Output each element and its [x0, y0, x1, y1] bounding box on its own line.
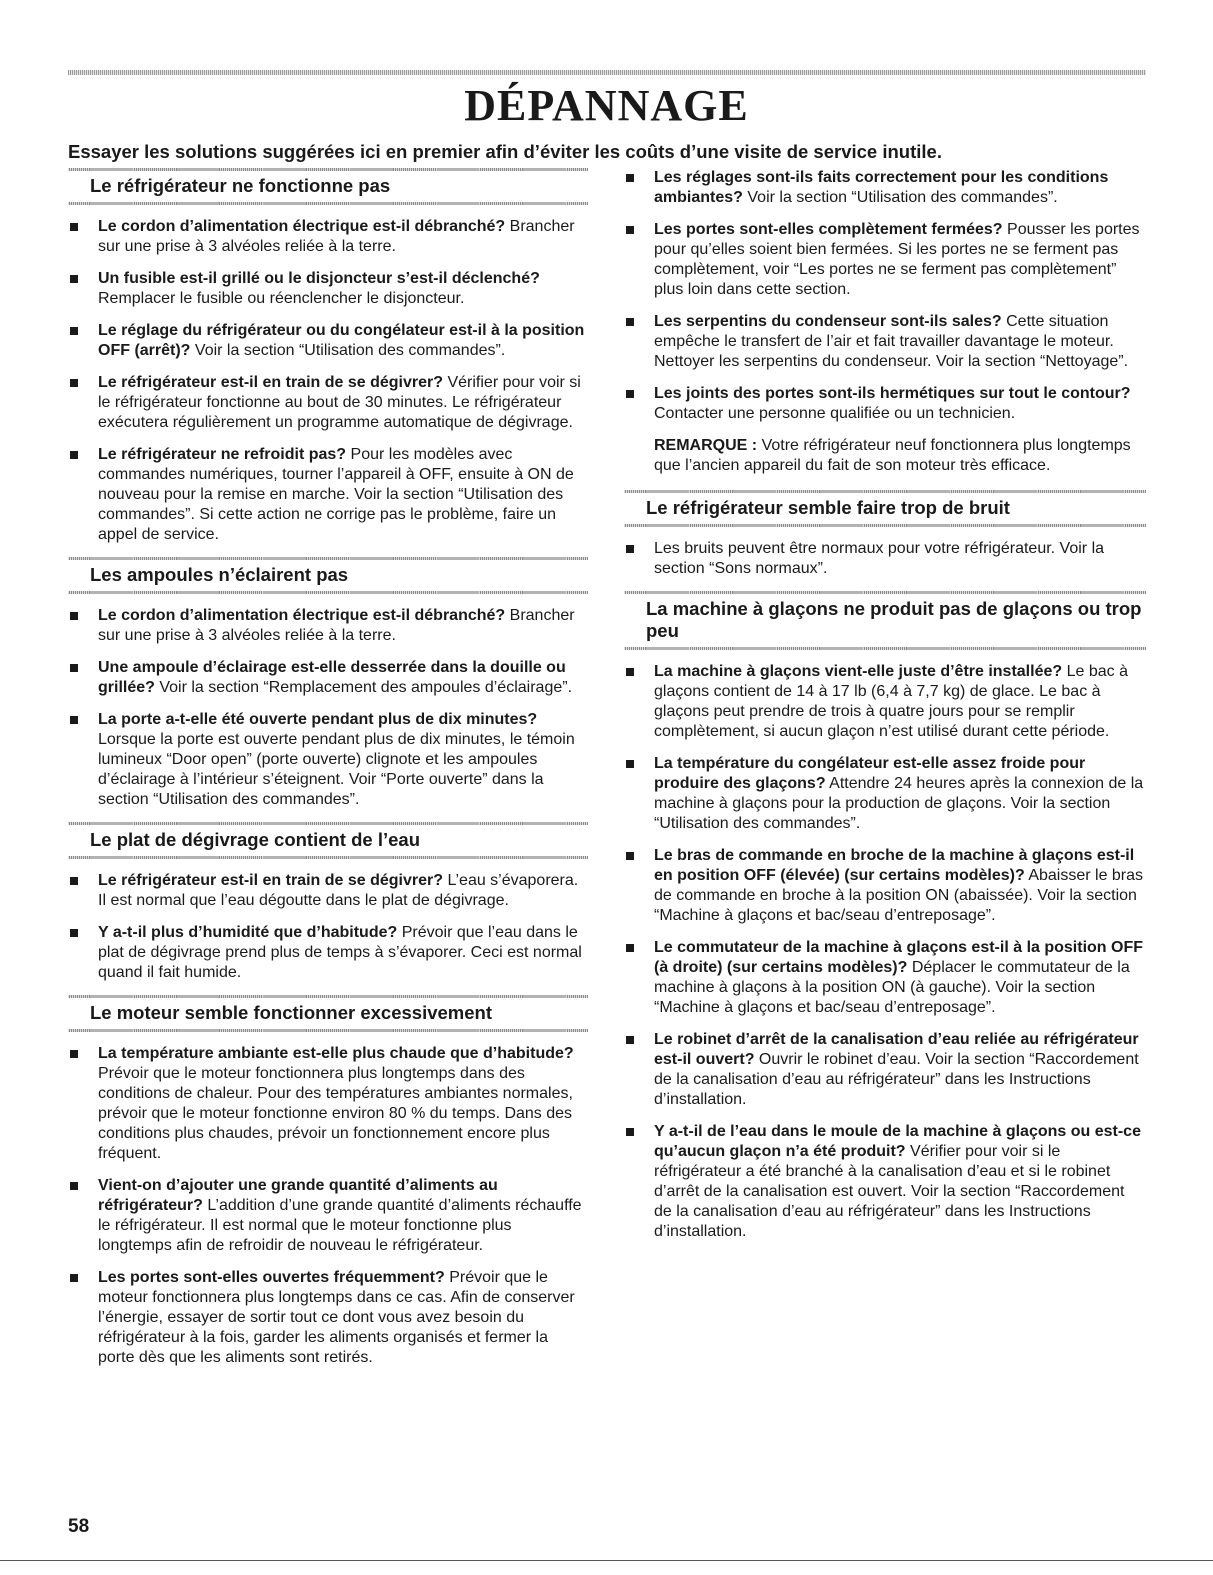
bullet-icon — [70, 379, 78, 387]
question-text: Y a-t-il de l’eau dans le moule de la machine à glaçons ou est-ce qu’aucun glaçon n’a été produit? — [654, 1123, 1141, 1160]
answer-text: Déplacer le commutateur de la machine à glaçons à la position ON (à gauche). Voir la section “Machine à glaçons et bac/seau d’entreposage”. — [654, 959, 1130, 1016]
bullet-icon — [626, 545, 634, 553]
bullet-icon — [70, 1050, 78, 1058]
list-item — [624, 220, 1146, 300]
list-item — [624, 1030, 1146, 1110]
left-column — [68, 168, 588, 1380]
page-title: DÉPANNAGE — [464, 81, 749, 130]
bullet-icon — [626, 852, 634, 860]
answer-text: Cette situation empêche le transfert de l’air et fait travailler davantage le moteur. Nettoyer les serpentins du condenseur. Voir la section “Nettoyage”. — [654, 313, 1129, 370]
bullet-icon — [70, 612, 78, 620]
note — [624, 436, 1146, 476]
list-item — [68, 269, 588, 309]
question-text: Le réfrigérateur est-il en train de se dégivrer? — [98, 374, 444, 391]
answer-text: Les bruits peuvent être normaux pour votre réfrigérateur. Voir la section “Sons normaux”. — [654, 540, 1105, 577]
list-item — [624, 1122, 1146, 1242]
bullet-icon — [70, 451, 78, 459]
list-item — [68, 217, 588, 257]
bullet-icon — [70, 223, 78, 231]
bullet-icon — [70, 1182, 78, 1190]
answer-text: Voir la section “Utilisation des commandes”. — [194, 342, 506, 359]
bullet-icon — [626, 318, 634, 326]
bullet-icon — [70, 877, 78, 885]
right-column — [624, 168, 1146, 1254]
section-header — [624, 591, 1146, 650]
answer-text: Vérifier pour voir si le réfrigérateur a été branché à la canalisation d’eau et si le robinet d’arrêt de la canalisation est ouvert. Voir la section “Raccordement de la canalisation d’eau au réfrigérateur” dans les Instructions d’installation. — [654, 1143, 1125, 1240]
question-text: Le réglage du réfrigérateur ou du congélateur est-il à la position OFF (arrêt)? — [98, 322, 585, 359]
list-item — [68, 871, 588, 911]
answer-text: Prévoir que l’eau dans le plat de dégivrage prend plus de temps à s’évaporer. Ceci est normal quand il fait humide. — [98, 924, 582, 981]
question-text: Le réfrigérateur est-il en train de se dégivrer? — [98, 872, 444, 889]
bullet-icon — [626, 668, 634, 676]
answer-text: Pour les modèles avec commandes numériques, tourner l’appareil à OFF, ensuite à ON de nouveau pour la remise en marche. Voir la section “Utilisation des commandes”. Si cette action ne corrige pas le problème, faire un appel de service. — [98, 446, 574, 543]
troubleshoot-section — [68, 822, 588, 983]
section-heading: Le réfrigérateur semble faire trop de bruit — [646, 497, 1010, 518]
answer-text: L’addition d’une grande quantité d’aliments réchauffe le réfrigérateur. Il est normal que le moteur fonctionne plus longtemps afin de refroidir de nouveau le réfrigérateur. — [98, 1197, 582, 1254]
item-list — [68, 606, 588, 810]
answer-text: Voir la section “Remplacement des ampoules d’éclairage”. — [159, 679, 573, 696]
bullet-icon — [70, 327, 78, 335]
question-text: Y a-t-il plus d’humidité que d’habitude? — [98, 924, 398, 941]
list-item — [624, 539, 1146, 579]
answer-text: Abaisser le bras de commande en broche à la position ON (abaissée). Voir la section “Machine à glaçons et bac/seau d’entreposage”. — [654, 867, 1144, 924]
item-list — [624, 168, 1146, 424]
answer-text: Attendre 24 heures après la connexion de la machine à glaçons pour la production de glaçons. Voir la section “Utilisation des commandes”. — [654, 775, 1144, 832]
bullet-icon — [70, 275, 78, 283]
list-item — [68, 658, 588, 698]
item-list — [68, 1044, 588, 1368]
bullet-icon — [70, 1274, 78, 1282]
answer-text: Prévoir que le moteur fonctionnera plus longtemps dans des conditions de chaleur. Pour des températures ambiantes normales, prévoir que le moteur fonctionne environ 80 % du temps. Dans des conditions plus chaudes, prévoir un fonctionnement encore plus fréquent. — [98, 1065, 573, 1162]
question-text: Le robinet d’arrêt de la canalisation d’eau reliée au réfrigérateur est-il ouvert? — [654, 1031, 1139, 1068]
list-item — [624, 754, 1146, 834]
note-label: REMARQUE : — [654, 437, 758, 454]
bullet-icon — [626, 174, 634, 182]
list-item — [624, 846, 1146, 926]
top-rule — [68, 70, 1146, 75]
section-header — [68, 822, 588, 859]
list-item — [68, 923, 588, 983]
list-item — [68, 373, 588, 433]
troubleshoot-section — [624, 490, 1146, 579]
section-heading: Le plat de dégivrage contient de l’eau — [90, 829, 420, 850]
intro-text: Essayer les solutions suggérées ici en premier afin d’éviter les coûts d’une visite de service inutile. — [68, 141, 942, 162]
question-text: La température ambiante est-elle plus chaude que d’habitude? — [98, 1045, 574, 1062]
answer-text: Le bac à glaçons contient de 14 à 17 lb (6,4 à 7,7 kg) de glace. Le bac à glaçons peut prendre de trois à quatre jours pour se remplir complètement, si aucun glaçon n’est utilisé durant cette période. — [654, 663, 1128, 740]
list-item — [624, 384, 1146, 424]
troubleshoot-section — [68, 995, 588, 1368]
question-text: Un fusible est-il grillé ou le disjoncteur s’est-il déclenché? — [98, 270, 540, 287]
answer-text: Vérifier pour voir si le réfrigérateur fonctionne au bout de 30 minutes. Le réfrigérateur exécutera régulièrement un programme automatique de dégivrage. — [98, 374, 581, 431]
question-text: La température du congélateur est-elle assez froide pour produire des glaçons? — [654, 755, 1086, 792]
bullet-icon — [626, 760, 634, 768]
question-text: Le cordon d’alimentation électrique est-il débranché? — [98, 607, 506, 624]
bullet-icon — [626, 390, 634, 398]
bullet-icon — [70, 929, 78, 937]
section-header — [68, 168, 588, 205]
answer-text: Remplacer le fusible ou réenclencher le disjoncteur. — [98, 290, 465, 307]
list-item — [68, 321, 588, 361]
list-item — [68, 710, 588, 810]
question-text: La porte a-t-elle été ouverte pendant plus de dix minutes? — [98, 711, 538, 728]
answer-text: Pousser les portes pour qu’elles soient bien fermées. Si les portes ne se ferment pas complètement, voir “Les portes ne se ferment pas complètement” plus loin dans cette section. — [654, 221, 1140, 298]
section-heading: Le réfrigérateur ne fonctionne pas — [90, 175, 391, 196]
question-text: Vient-on d’ajouter une grande quantité d’aliments au réfrigérateur? — [98, 1177, 498, 1214]
bullet-icon — [626, 1036, 634, 1044]
list-item — [68, 606, 588, 646]
list-item — [624, 938, 1146, 1018]
question-text: Les portes sont-elles complètement fermées? — [654, 221, 1003, 238]
list-item — [68, 1176, 588, 1256]
section-heading: Le moteur semble fonctionner excessivement — [90, 1002, 492, 1023]
item-list — [68, 871, 588, 983]
answer-text: Prévoir que le moteur fonctionnera plus longtemps dans ce cas. Afin de conserver l’énergie, essayer de sortir tout ce dont vous avez besoin du réfrigérateur à la fois, garder les aliments organisés et fermer la porte dès que les aliments sont retirés. — [98, 1269, 575, 1366]
answer-text: Voir la section “Utilisation des commandes”. — [747, 189, 1058, 206]
question-text: Le commutateur de la machine à glaçons est-il à la position OFF (à droite) (sur certains modèles)? — [654, 939, 1143, 976]
bottom-rule — [0, 1560, 1213, 1561]
section-heading: La machine à glaçons ne produit pas de glaçons ou trop peu — [646, 598, 1142, 641]
section-header — [68, 557, 588, 594]
bullet-icon — [70, 716, 78, 724]
question-text: Le bras de commande en broche de la machine à glaçons est-il en position OFF (élevée) (sur certains modèles)? — [654, 847, 1135, 884]
answer-text: Lorsque la porte est ouverte pendant plus de dix minutes, le témoin lumineux “Door open” (porte ouverte) clignote et les ampoules d’éclairage à l’intérieur s’éteignent. Voir “Porte ouverte” dans la section “Utilisation des commandes”. — [98, 731, 575, 808]
section-header — [68, 995, 588, 1032]
troubleshoot-section — [624, 591, 1146, 1242]
list-item — [624, 662, 1146, 742]
list-item — [68, 1268, 588, 1368]
answer-text: Ouvrir le robinet d’eau. Voir la section “Raccordement de la canalisation d’eau au réfrigérateur” dans les Instructions d’installation. — [654, 1051, 1139, 1108]
question-text: Le cordon d’alimentation électrique est-il débranché? — [98, 218, 506, 235]
bullet-icon — [70, 664, 78, 672]
page-number: 58 — [68, 1516, 90, 1537]
question-text: Une ampoule d’éclairage est-elle desserrée dans la douille ou grillée? — [98, 659, 566, 696]
section-header — [624, 490, 1146, 527]
bullet-icon — [626, 1128, 634, 1136]
question-text: Les réglages sont-ils faits correctement pour les conditions ambiantes? — [654, 169, 1109, 206]
list-item — [624, 312, 1146, 372]
section-heading: Les ampoules n’éclairent pas — [90, 564, 349, 585]
item-list — [68, 217, 588, 545]
list-item — [624, 168, 1146, 208]
troubleshoot-section — [68, 557, 588, 810]
bullet-icon — [626, 944, 634, 952]
item-list — [624, 662, 1146, 1242]
question-text: La machine à glaçons vient-elle juste d’être installée? — [654, 663, 1063, 680]
note-text: Votre réfrigérateur neuf fonctionnera plus longtemps que l’ancien appareil du fait de son moteur très efficace. — [654, 437, 1131, 474]
question-text: Le réfrigérateur ne refroidit pas? — [98, 446, 347, 463]
question-text: Les serpentins du condenseur sont-ils sales? — [654, 313, 1002, 330]
question-text: Les portes sont-elles ouvertes fréquemment? — [98, 1269, 445, 1286]
list-item — [68, 445, 588, 545]
answer-text: Brancher sur une prise à 3 alvéoles reliée à la terre. — [98, 607, 575, 644]
list-item — [68, 1044, 588, 1164]
item-list — [624, 539, 1146, 579]
answer-text: L’eau s’évaporera. Il est normal que l’eau dégoutte dans le plat de dégivrage. — [98, 872, 579, 909]
answer-text: Brancher sur une prise à 3 alvéoles reliée à la terre. — [98, 218, 575, 255]
troubleshoot-section — [68, 168, 588, 545]
answer-text: Contacter une personne qualifiée ou un technicien. — [654, 405, 1016, 422]
bullet-icon — [626, 226, 634, 234]
question-text: Les joints des portes sont-ils hermétiques sur tout le contour? — [654, 385, 1131, 402]
